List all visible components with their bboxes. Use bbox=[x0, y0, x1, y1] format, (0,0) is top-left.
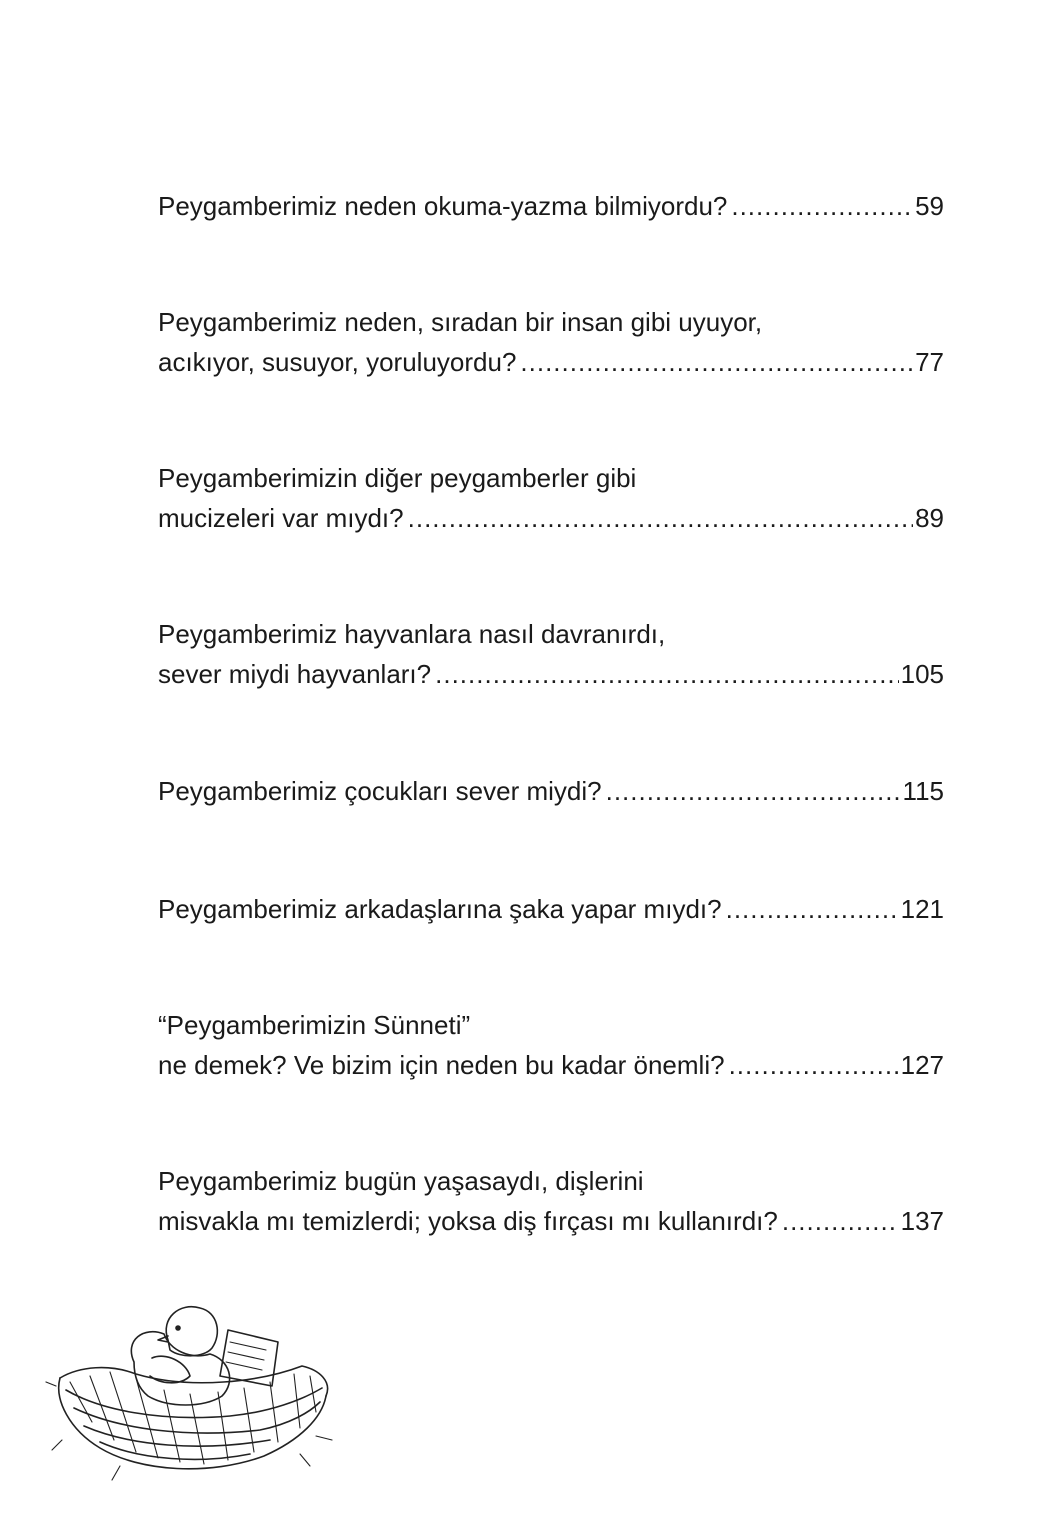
toc-page-number: 137 bbox=[900, 1206, 944, 1236]
toc-entry[interactable] bbox=[158, 1005, 944, 1085]
leader-dots bbox=[726, 889, 899, 929]
toc-page-number: 121 bbox=[900, 894, 944, 924]
leader-dots bbox=[729, 1045, 899, 1085]
toc-entry-title-continued: sever miydi hayvanları? bbox=[158, 659, 432, 689]
leader-dots bbox=[606, 771, 901, 811]
toc-entry-title: Peygamberimiz neden, sıradan bir insan gibi uyuyor, bbox=[158, 307, 763, 337]
toc-entry[interactable] bbox=[158, 614, 944, 694]
toc-page-number: 115 bbox=[902, 776, 944, 806]
toc-entry[interactable] bbox=[158, 771, 944, 811]
toc-entry-title-continued: ne demek? Ve bizim için neden bu kadar önemli? bbox=[158, 1050, 725, 1080]
toc-page-number: 59 bbox=[915, 191, 944, 221]
toc-entry-title: Peygamberimiz bugün yaşasaydı, dişlerini bbox=[158, 1166, 644, 1196]
leader-dots bbox=[520, 342, 913, 382]
toc-entry[interactable] bbox=[158, 458, 944, 538]
leader-dots bbox=[731, 186, 913, 226]
toc-page-number: 127 bbox=[900, 1050, 944, 1080]
toc-entry-title-continued: misvakla mı temizlerdi; yoksa diş fırçası mı kullanırdı? bbox=[158, 1206, 778, 1236]
toc-entry-title: Peygamberimiz çocukları sever miydi? bbox=[158, 776, 602, 806]
leader-dots bbox=[408, 498, 913, 538]
toc-entry-title: “Peygamberimizin Sünneti” bbox=[158, 1010, 471, 1040]
leader-dots bbox=[782, 1201, 899, 1241]
bird-in-nest-icon bbox=[40, 1290, 340, 1500]
toc-page-number: 89 bbox=[915, 503, 944, 533]
table-of-contents bbox=[158, 186, 944, 1241]
toc-entry[interactable] bbox=[158, 1161, 944, 1241]
toc-entry[interactable] bbox=[158, 889, 944, 929]
toc-entry-title: Peygamberimiz hayvanlara nasıl davranırdı, bbox=[158, 619, 666, 649]
toc-entry[interactable] bbox=[158, 186, 944, 226]
toc-entry[interactable] bbox=[158, 302, 944, 382]
toc-page-number: 77 bbox=[915, 347, 944, 377]
toc-entry-title-continued: mucizeleri var mıydı? bbox=[158, 503, 404, 533]
toc-entry-title: Peygamberimiz neden okuma-yazma bilmiyordu? bbox=[158, 191, 728, 221]
toc-page-number: 105 bbox=[900, 659, 944, 689]
toc-entry-title: Peygamberimiz arkadaşlarına şaka yapar mıydı? bbox=[158, 894, 722, 924]
toc-entry-title: Peygamberimizin diğer peygamberler gibi bbox=[158, 463, 637, 493]
leader-dots bbox=[435, 654, 898, 694]
toc-entry-title-continued: acıkıyor, susuyor, yoruluyordu? bbox=[158, 347, 517, 377]
